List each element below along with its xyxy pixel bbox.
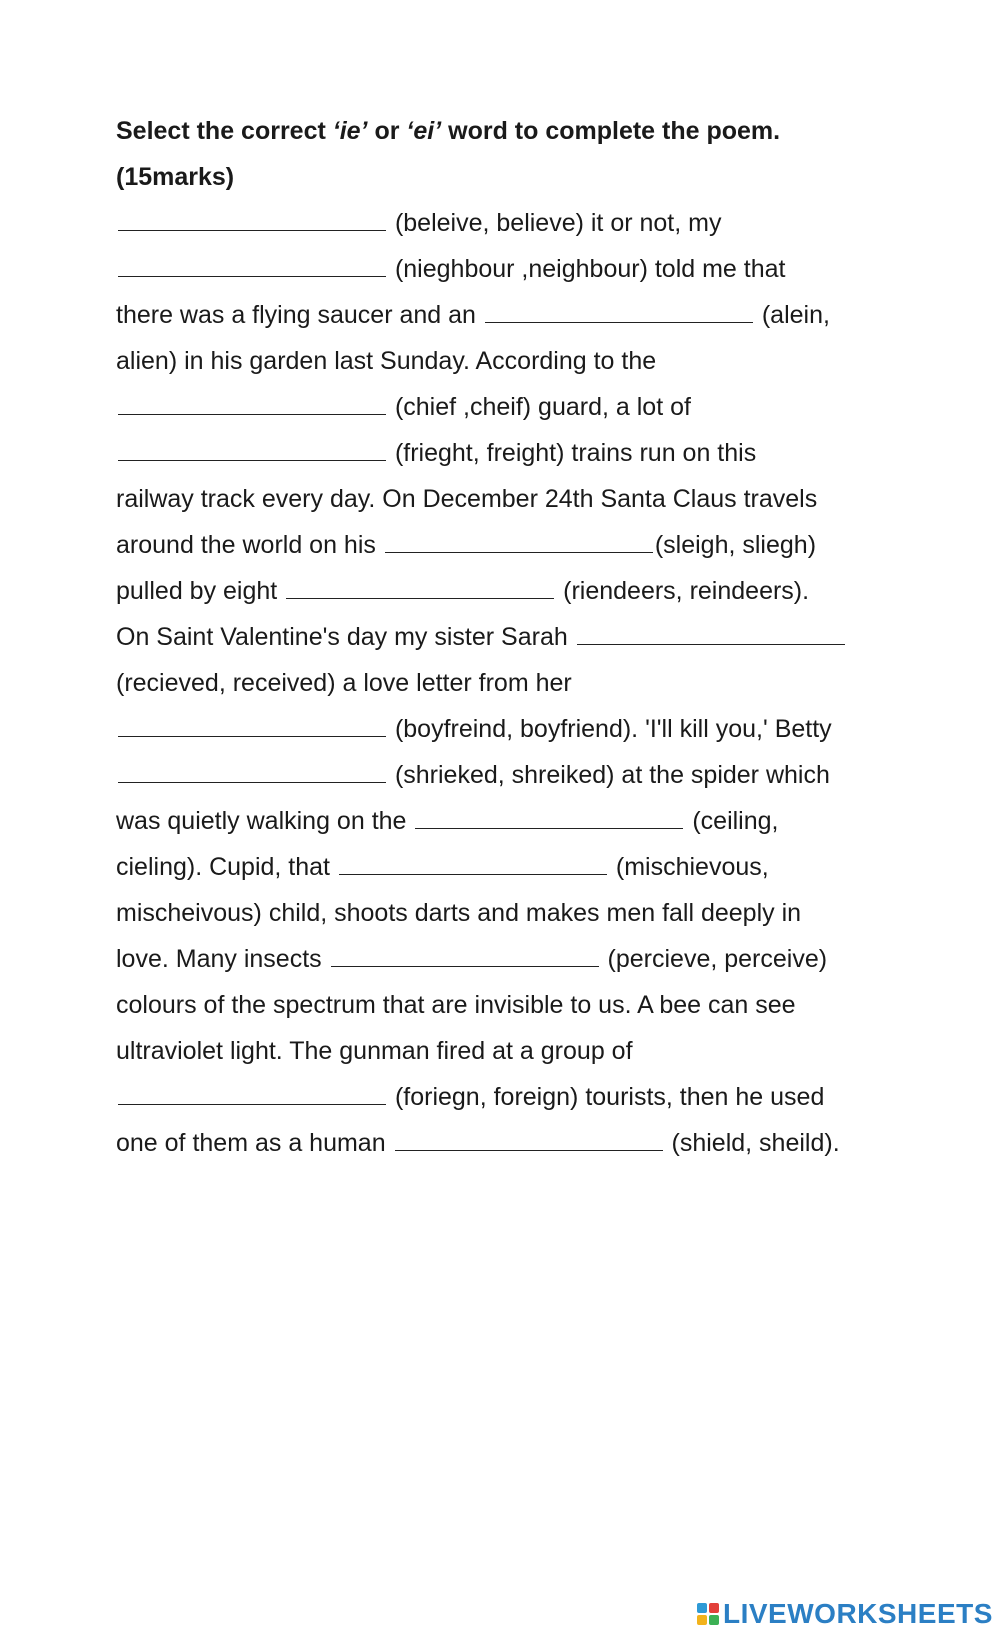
passage-line: [116, 752, 906, 798]
liveworksheets-logo: [697, 1598, 993, 1630]
heading-text: Select the correct: [116, 117, 333, 145]
answer-blank[interactable]: [118, 1078, 386, 1105]
passage-text: (nieghbour ,neighbour) told me that: [388, 255, 786, 283]
passage-text: (boyfreind, boyfriend). 'I'll kill you,' Betty: [388, 715, 832, 743]
passage-text: (foriegn, foreign) tourists, then he used: [388, 1083, 825, 1111]
passage-line: [116, 798, 906, 844]
logo-square: [697, 1615, 707, 1625]
passage-text: (chief ,cheif) guard, a lot of: [388, 393, 691, 421]
passage-line: [116, 200, 906, 246]
passage-line: [116, 660, 906, 706]
passage-line: [116, 522, 906, 568]
passage-text: mischeivous) child, shoots darts and makes men fall deeply in: [116, 899, 802, 927]
passage-text: alien) in his garden last Sunday. According to the: [116, 347, 657, 375]
answer-blank[interactable]: [395, 1124, 663, 1151]
passage-text: colours of the spectrum that are invisible to us. A bee can see: [116, 991, 796, 1019]
passage-line: [116, 292, 906, 338]
answer-blank[interactable]: [577, 618, 845, 645]
passage-text: was quietly walking on the: [116, 807, 414, 835]
passage-text: On Saint Valentine's day my sister Sarah: [116, 623, 575, 651]
answer-blank[interactable]: [415, 802, 683, 829]
instructions-heading: [116, 108, 906, 200]
answer-blank[interactable]: [118, 204, 386, 231]
answer-blank[interactable]: [118, 388, 386, 415]
passage-text: (recieved, received) a love letter from her: [116, 669, 572, 697]
logo-square: [697, 1603, 707, 1613]
answer-blank[interactable]: [331, 940, 599, 967]
passage-text: (frieght, freight) trains run on this: [388, 439, 757, 467]
instructions-line: [116, 108, 906, 154]
passage-text: pulled by eight: [116, 577, 285, 605]
passage-text: (riendeers, reindeers).: [556, 577, 810, 605]
passage-text: (percieve, perceive): [600, 945, 828, 973]
passage-text: there was a flying saucer and an: [116, 301, 483, 329]
answer-blank[interactable]: [385, 526, 653, 553]
passage-line: [116, 1120, 906, 1166]
passage-text: (mischievous,: [608, 853, 769, 881]
logo-text: LIVEWORKSHEETS: [723, 1598, 993, 1629]
passage-line: [116, 338, 906, 384]
passage-text: (shrieked, shreiked) at the spider which: [388, 761, 830, 789]
answer-blank[interactable]: [118, 434, 386, 461]
answer-blank[interactable]: [118, 250, 386, 277]
passage-line: [116, 982, 906, 1028]
passage-text: (beleive, believe) it or not, my: [388, 209, 722, 237]
marks-label: (15marks): [116, 163, 235, 191]
passage-line: [116, 614, 906, 660]
liveworksheets-logo-icon: [697, 1603, 719, 1625]
heading-text: or: [367, 117, 407, 145]
passage-line: [116, 1028, 906, 1074]
passage-line: [116, 384, 906, 430]
answer-blank[interactable]: [118, 756, 386, 783]
heading-ie: ‘ie’: [332, 117, 368, 145]
passage-text: around the world on his: [116, 531, 383, 559]
passage-text: cieling). Cupid, that: [116, 853, 337, 881]
passage-line: [116, 430, 906, 476]
passage-line: [116, 246, 906, 292]
passage-line: [116, 706, 906, 752]
passage-line: [116, 568, 906, 614]
poem-passage: [116, 200, 906, 1166]
answer-blank[interactable]: [286, 572, 554, 599]
passage-line: [116, 890, 906, 936]
passage-line: [116, 476, 906, 522]
passage-line: [116, 844, 906, 890]
answer-blank[interactable]: [118, 710, 386, 737]
passage-text: (sleigh, sliegh): [654, 531, 817, 559]
passage-text: love. Many insects: [116, 945, 329, 973]
worksheet: [116, 108, 906, 1166]
answer-blank[interactable]: [339, 848, 607, 875]
logo-square: [709, 1615, 719, 1625]
passage-line: [116, 1074, 906, 1120]
passage-text: (ceiling,: [685, 807, 779, 835]
passage-text: (alein,: [754, 301, 830, 329]
passage-text: railway track every day. On December 24th Santa Claus travels: [116, 485, 818, 513]
passage-line: [116, 936, 906, 982]
logo-square: [709, 1603, 719, 1613]
passage-text: ultraviolet light. The gunman fired at a group of: [116, 1037, 633, 1065]
heading-text: word to complete the poem.: [441, 117, 781, 145]
passage-text: (shield, sheild).: [664, 1129, 840, 1157]
passage-text: one of them as a human: [116, 1129, 393, 1157]
heading-ei: ‘ei’: [406, 117, 442, 145]
answer-blank[interactable]: [485, 296, 753, 323]
